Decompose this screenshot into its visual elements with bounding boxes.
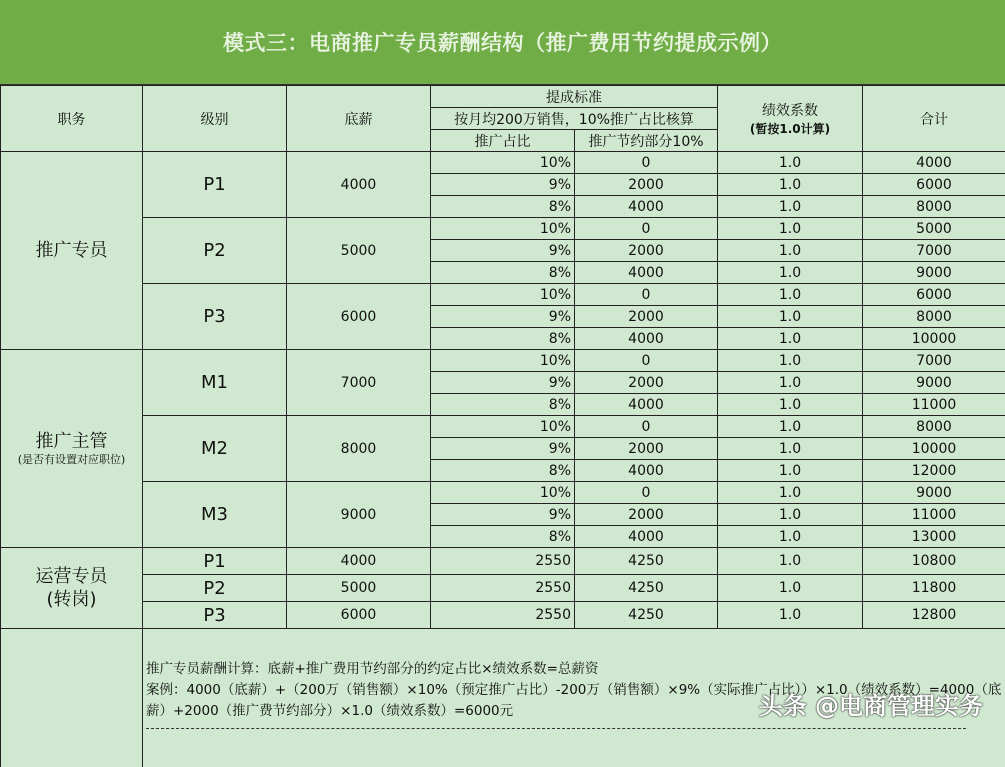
ratio-cell[interactable]: 9% <box>431 306 575 328</box>
coef-cell[interactable]: 1.0 <box>718 548 863 575</box>
total-cell[interactable]: 9000 <box>863 262 1005 284</box>
coef-cell[interactable]: 1.0 <box>718 482 863 504</box>
level-cell[interactable]: P2 <box>143 575 287 602</box>
header-coef[interactable] <box>718 86 863 152</box>
base-salary-cell[interactable]: 4000 <box>287 548 431 575</box>
saving-cell[interactable]: 0 <box>575 350 718 372</box>
level-cell[interactable]: P2 <box>143 218 287 284</box>
saving-cell[interactable]: 0 <box>575 416 718 438</box>
total-cell[interactable]: 6000 <box>863 284 1005 306</box>
ratio-cell[interactable]: 9% <box>431 438 575 460</box>
ratio-cell[interactable]: 2550 <box>431 548 575 575</box>
level-cell[interactable]: P3 <box>143 602 287 629</box>
base-salary-cell[interactable]: 8000 <box>287 416 431 482</box>
header-total[interactable]: 合计 <box>863 86 1005 152</box>
base-salary-cell[interactable]: 4000 <box>287 152 431 218</box>
level-cell[interactable]: P1 <box>143 152 287 218</box>
total-cell[interactable]: 12000 <box>863 460 1005 482</box>
ratio-cell[interactable]: 10% <box>431 218 575 240</box>
saving-cell[interactable]: 4250 <box>575 548 718 575</box>
position-cell[interactable] <box>1 152 143 350</box>
ratio-cell[interactable]: 8% <box>431 394 575 416</box>
total-cell[interactable]: 11000 <box>863 504 1005 526</box>
position-name: 推广主管 <box>36 431 108 452</box>
coef-cell[interactable]: 1.0 <box>718 218 863 240</box>
total-cell[interactable]: 10000 <box>863 328 1005 350</box>
total-cell[interactable]: 8000 <box>863 306 1005 328</box>
position-cell[interactable] <box>1 548 143 629</box>
header-commission-basis[interactable]: 按月均200万销售，10%推广占比核算 <box>431 108 718 130</box>
level-cell[interactable]: M1 <box>143 350 287 416</box>
coef-cell[interactable]: 1.0 <box>718 504 863 526</box>
notes-formula: 推广专员薪酬计算：底薪+推广费用节约部分的约定占比×绩效系数=总薪资 <box>146 659 1005 680</box>
ratio-cell[interactable]: 2550 <box>431 602 575 629</box>
base-salary-cell[interactable]: 6000 <box>287 602 431 629</box>
base-salary-cell[interactable]: 6000 <box>287 284 431 350</box>
level-cell[interactable]: M2 <box>143 416 287 482</box>
coef-cell[interactable]: 1.0 <box>718 284 863 306</box>
sheet-title: 模式三：电商推广专员薪酬结构（推广费用节约提成示例） <box>0 0 1005 85</box>
saving-cell[interactable]: 2000 <box>575 174 718 196</box>
coef-cell[interactable]: 1.0 <box>718 152 863 174</box>
ratio-cell[interactable]: 9% <box>431 372 575 394</box>
coef-cell[interactable]: 1.0 <box>718 196 863 218</box>
total-cell[interactable]: 9000 <box>863 372 1005 394</box>
saving-cell[interactable]: 2000 <box>575 372 718 394</box>
coef-cell[interactable]: 1.0 <box>718 372 863 394</box>
table-row <box>1 575 1005 602</box>
table-row <box>1 284 1005 306</box>
saving-cell[interactable]: 4000 <box>575 196 718 218</box>
watermark: 头条 @电商管理实务 <box>759 686 983 721</box>
table-row <box>1 548 1005 575</box>
coef-cell[interactable]: 1.0 <box>718 174 863 196</box>
total-cell[interactable]: 10000 <box>863 438 1005 460</box>
position-name: 运营专员 <box>36 566 108 587</box>
ratio-cell[interactable]: 10% <box>431 152 575 174</box>
level-cell[interactable]: P1 <box>143 548 287 575</box>
base-salary-cell[interactable]: 5000 <box>287 218 431 284</box>
ratio-cell[interactable]: 8% <box>431 328 575 350</box>
header-position[interactable]: 职务 <box>1 86 143 152</box>
saving-cell[interactable]: 0 <box>575 218 718 240</box>
level-cell[interactable]: M3 <box>143 482 287 548</box>
saving-cell[interactable]: 4000 <box>575 394 718 416</box>
total-cell[interactable]: 11000 <box>863 394 1005 416</box>
saving-cell[interactable]: 0 <box>575 482 718 504</box>
coef-cell[interactable]: 1.0 <box>718 306 863 328</box>
coef-cell[interactable]: 1.0 <box>718 262 863 284</box>
header-level[interactable]: 级别 <box>143 86 287 152</box>
saving-cell[interactable]: 2000 <box>575 438 718 460</box>
header-ratio[interactable]: 推广占比 <box>431 130 575 152</box>
coef-cell[interactable]: 1.0 <box>718 240 863 262</box>
position-note: (转岗) <box>1 588 142 611</box>
total-cell[interactable]: 9000 <box>863 482 1005 504</box>
ratio-cell[interactable]: 8% <box>431 196 575 218</box>
ratio-cell[interactable]: 9% <box>431 240 575 262</box>
ratio-cell[interactable]: 10% <box>431 284 575 306</box>
total-cell[interactable]: 12800 <box>863 602 1005 629</box>
total-cell[interactable]: 11800 <box>863 575 1005 602</box>
salary-table <box>0 85 1005 767</box>
position-name: 推广专员 <box>36 240 108 261</box>
header-coef-note: (暂按1.0计算) <box>750 122 830 136</box>
coef-cell[interactable]: 1.0 <box>718 438 863 460</box>
saving-cell[interactable]: 4250 <box>575 575 718 602</box>
ratio-cell[interactable]: 9% <box>431 174 575 196</box>
header-commission[interactable]: 提成标准 <box>431 86 718 108</box>
ratio-cell[interactable]: 2550 <box>431 575 575 602</box>
coef-cell[interactable]: 1.0 <box>718 416 863 438</box>
base-salary-cell[interactable]: 7000 <box>287 350 431 416</box>
ratio-cell[interactable]: 8% <box>431 526 575 548</box>
header-coef-label: 绩效系数 <box>762 103 818 119</box>
total-cell[interactable]: 7000 <box>863 240 1005 262</box>
saving-cell[interactable]: 2000 <box>575 306 718 328</box>
coef-cell[interactable]: 1.0 <box>718 460 863 482</box>
notes-empty-cell[interactable] <box>1 629 143 767</box>
total-cell[interactable]: 8000 <box>863 416 1005 438</box>
header-saving[interactable]: 推广节约部分10% <box>575 130 718 152</box>
coef-cell[interactable]: 1.0 <box>718 526 863 548</box>
total-cell[interactable]: 7000 <box>863 350 1005 372</box>
saving-cell[interactable]: 4000 <box>575 460 718 482</box>
saving-cell[interactable]: 2000 <box>575 240 718 262</box>
level-cell[interactable]: P3 <box>143 284 287 350</box>
table-row <box>1 218 1005 240</box>
saving-cell[interactable]: 4000 <box>575 262 718 284</box>
saving-cell[interactable]: 0 <box>575 152 718 174</box>
total-cell[interactable]: 6000 <box>863 174 1005 196</box>
coef-cell[interactable]: 1.0 <box>718 328 863 350</box>
coef-cell[interactable]: 1.0 <box>718 394 863 416</box>
saving-cell[interactable]: 4000 <box>575 526 718 548</box>
total-cell[interactable]: 10800 <box>863 548 1005 575</box>
ratio-cell[interactable]: 10% <box>431 482 575 504</box>
total-cell[interactable]: 8000 <box>863 196 1005 218</box>
coef-cell[interactable]: 1.0 <box>718 575 863 602</box>
table-row <box>1 350 1005 372</box>
notes-example: 案例：4000（底薪）+（200万（销售额）×10%（预定推广占比）-200万（销售额）×9%（实际推广占比））×1.0（绩效系数）=4000（底薪）+2000（推广费节约部分）×1.0（绩效系数）=6000元 <box>146 680 1005 722</box>
saving-cell[interactable]: 0 <box>575 284 718 306</box>
ratio-cell[interactable]: 8% <box>431 460 575 482</box>
total-cell[interactable]: 5000 <box>863 218 1005 240</box>
dashed-divider <box>146 728 966 729</box>
position-cell[interactable] <box>1 350 143 548</box>
ratio-cell[interactable]: 8% <box>431 262 575 284</box>
table-row <box>1 482 1005 504</box>
base-salary-cell[interactable]: 9000 <box>287 482 431 548</box>
total-cell[interactable]: 4000 <box>863 152 1005 174</box>
header-base[interactable]: 底薪 <box>287 86 431 152</box>
table-row <box>1 602 1005 629</box>
base-salary-cell[interactable]: 5000 <box>287 575 431 602</box>
ratio-cell[interactable]: 9% <box>431 504 575 526</box>
saving-cell[interactable]: 2000 <box>575 504 718 526</box>
position-note: (是否有设置对应职位) <box>1 453 142 467</box>
ratio-cell[interactable]: 10% <box>431 350 575 372</box>
total-cell[interactable]: 13000 <box>863 526 1005 548</box>
coef-cell[interactable]: 1.0 <box>718 350 863 372</box>
coef-cell[interactable]: 1.0 <box>718 602 863 629</box>
table-row <box>1 416 1005 438</box>
table-row <box>1 152 1005 174</box>
saving-cell[interactable]: 4250 <box>575 602 718 629</box>
saving-cell[interactable]: 4000 <box>575 328 718 350</box>
ratio-cell[interactable]: 10% <box>431 416 575 438</box>
